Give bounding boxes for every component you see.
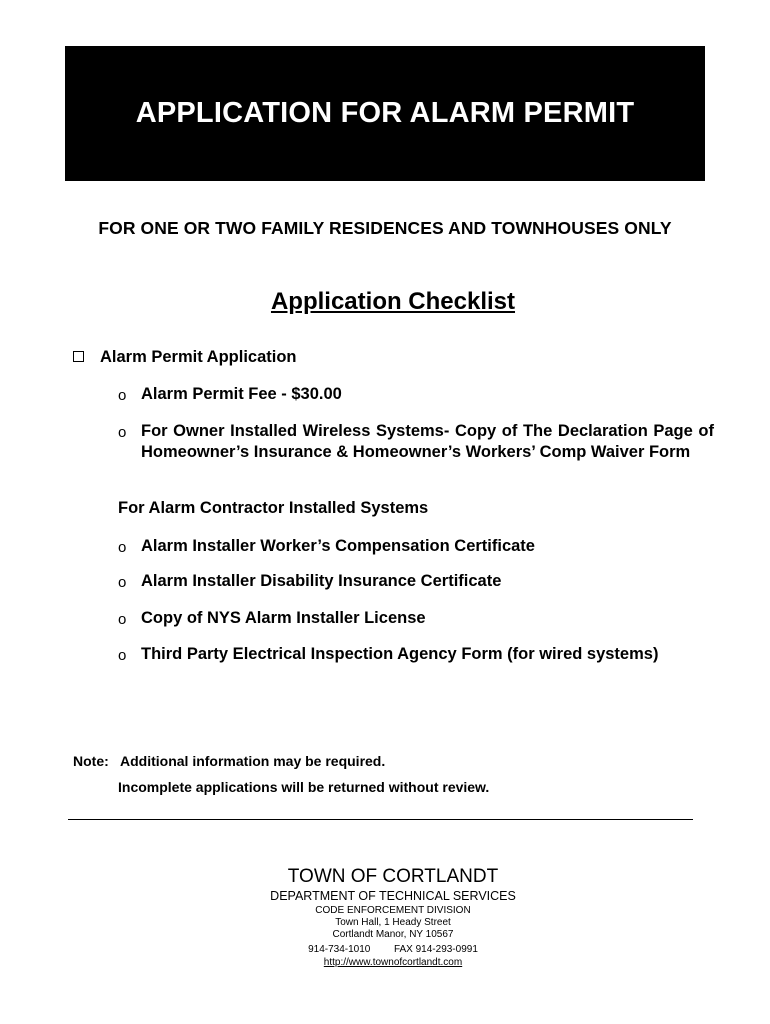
checklist-main-item: Alarm Permit Application <box>100 348 297 366</box>
contractor-heading: For Alarm Contractor Installed Systems <box>118 499 429 517</box>
bullet-icon: o <box>118 574 127 591</box>
footer-division: CODE ENFORCEMENT DIVISION <box>315 905 471 916</box>
bullet-icon: o <box>118 424 127 441</box>
page-subtitle: FOR ONE OR TWO FAMILY RESIDENCES AND TOWNHOUSES ONLY <box>98 218 672 238</box>
list-item-fee: Alarm Permit Fee - $30.00 <box>141 385 342 403</box>
title-banner <box>65 46 705 181</box>
note-line-1: Additional information may be required. <box>120 753 386 769</box>
footer-fax: FAX 914-293-0991 <box>393 944 478 955</box>
checkbox-icon[interactable] <box>73 351 84 362</box>
footer-website-link[interactable]: http://www.townofcortlandt.com <box>323 957 463 968</box>
footer-address-1: Town Hall, 1 Heady Street <box>335 917 451 928</box>
footer-address-2: Cortlandt Manor, NY 10567 <box>332 929 454 940</box>
list-item-disability: Alarm Installer Disability Insurance Certificate <box>141 572 502 590</box>
bullet-icon: o <box>118 647 127 664</box>
list-item-workers-comp: Alarm Installer Worker’s Compensation Certificate <box>141 537 535 555</box>
page-title: APPLICATION FOR ALARM PERMIT <box>135 97 635 129</box>
list-item-inspection: Third Party Electrical Inspection Agency Form (for wired systems) <box>141 645 659 663</box>
list-item-wireless: For Owner Installed Wireless Systems- Copy of The Declaration Page of Homeowner’s Insurance & Homeowner’s Workers’ Comp Waiver Form <box>141 422 714 461</box>
bullet-icon: o <box>118 387 127 404</box>
checklist-heading: Application Checklist <box>270 288 516 315</box>
footer-phone: 914-734-1010 <box>308 944 371 955</box>
list-item-license: Copy of NYS Alarm Installer License <box>141 609 426 627</box>
footer-contact <box>0 944 770 955</box>
bullet-icon: o <box>118 611 127 628</box>
footer-town: TOWN OF CORTLANDT <box>287 866 499 887</box>
divider <box>68 819 693 820</box>
note-label: Note: <box>73 753 109 769</box>
bullet-icon: o <box>118 539 127 556</box>
note-line-2: Incomplete applications will be returned without review. <box>118 779 490 795</box>
footer-department: DEPARTMENT OF TECHNICAL SERVICES <box>270 889 516 903</box>
